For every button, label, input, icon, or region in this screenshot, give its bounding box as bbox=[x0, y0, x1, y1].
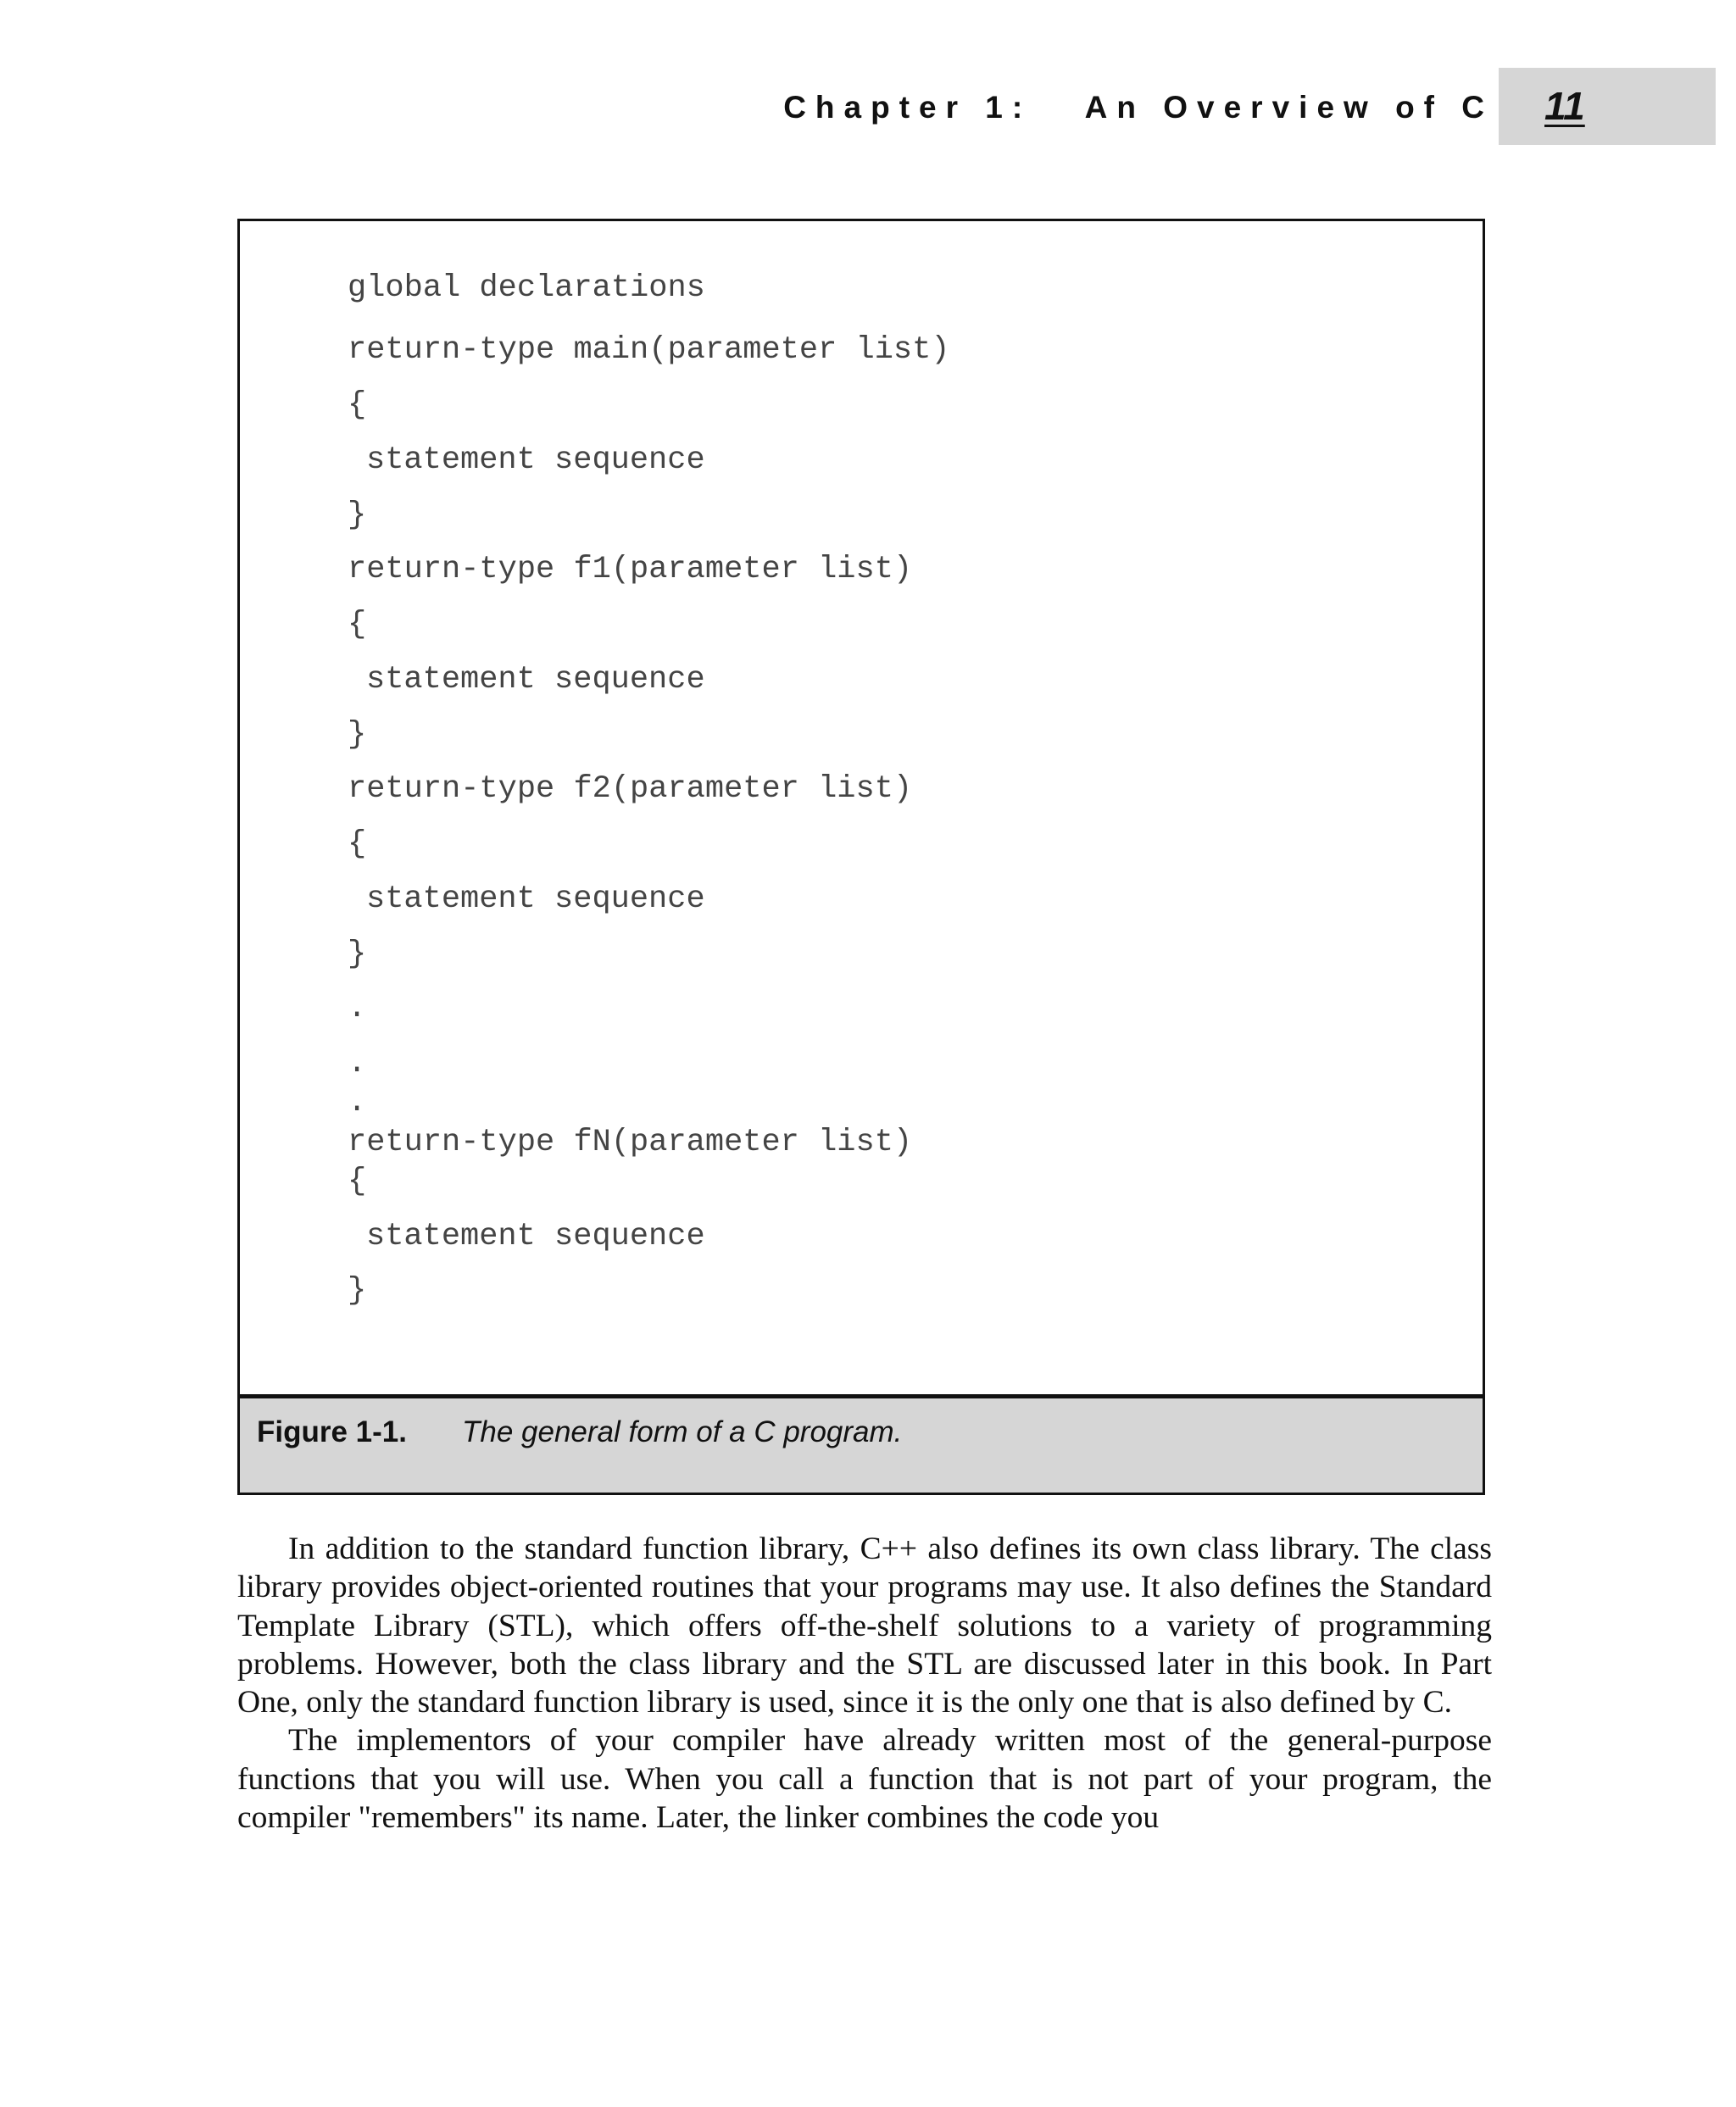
page-number-tab bbox=[1499, 68, 1716, 145]
code-line-f1-signature: return-type f1(parameter list) bbox=[348, 552, 913, 587]
chapter-title: Chapter 1: An Overview of C bbox=[783, 90, 1494, 125]
code-line-global-declarations: global declarations bbox=[348, 270, 705, 306]
code-line-statement-sequence: statement sequence bbox=[366, 662, 705, 698]
code-line-f2-signature: return-type f2(parameter list) bbox=[348, 771, 913, 807]
code-line-close-brace: } bbox=[348, 937, 367, 972]
code-line-statement-sequence: statement sequence bbox=[366, 1219, 705, 1254]
figure-caption-label: Figure 1-1. bbox=[257, 1415, 407, 1448]
figure-caption bbox=[240, 1394, 1483, 1493]
code-line-open-brace: { bbox=[348, 607, 367, 642]
figure-caption-text: The general form of a C program. bbox=[462, 1415, 903, 1448]
code-line-ellipsis-dot: . bbox=[348, 1085, 367, 1120]
code-line-open-brace: { bbox=[348, 1164, 367, 1199]
code-line-fn-signature: return-type fN(parameter list) bbox=[348, 1125, 913, 1160]
running-head bbox=[0, 68, 1494, 147]
code-line-ellipsis-dot: . bbox=[348, 1046, 367, 1081]
code-line-close-brace: } bbox=[348, 717, 367, 753]
code-line-main-signature: return-type main(parameter list) bbox=[348, 332, 950, 368]
body-text bbox=[237, 1530, 1492, 1837]
code-line-close-brace: } bbox=[348, 1273, 367, 1309]
code-line-open-brace: { bbox=[348, 826, 367, 862]
code-line-statement-sequence: statement sequence bbox=[366, 881, 705, 917]
page-number: 11 bbox=[1544, 84, 1585, 128]
code-line-ellipsis-dot: . bbox=[348, 991, 367, 1026]
figure-1-1 bbox=[237, 219, 1485, 1495]
code-line-statement-sequence: statement sequence bbox=[366, 442, 705, 478]
body-paragraph: In addition to the standard function library, C++ also defines its own class library. The class library provides object-oriented routines that your programs may use. It also defines the Standard Template Library (STL), which offers off-the-shelf solutions to a variety of programming problems. However, both the class library and the STL are discussed later in this book. In Part One, only the standard function library is used, since it is the only one that is also defined by C. bbox=[237, 1532, 1492, 1721]
body-paragraph: The implementors of your compiler have already written most of the general-purpose functions that you will use. When you call a function that is not part of your program, the compiler "remembers" its name. Later, the linker combines the code you bbox=[237, 1723, 1492, 1836]
code-line-close-brace: } bbox=[348, 498, 367, 533]
code-line-open-brace: { bbox=[348, 387, 367, 423]
